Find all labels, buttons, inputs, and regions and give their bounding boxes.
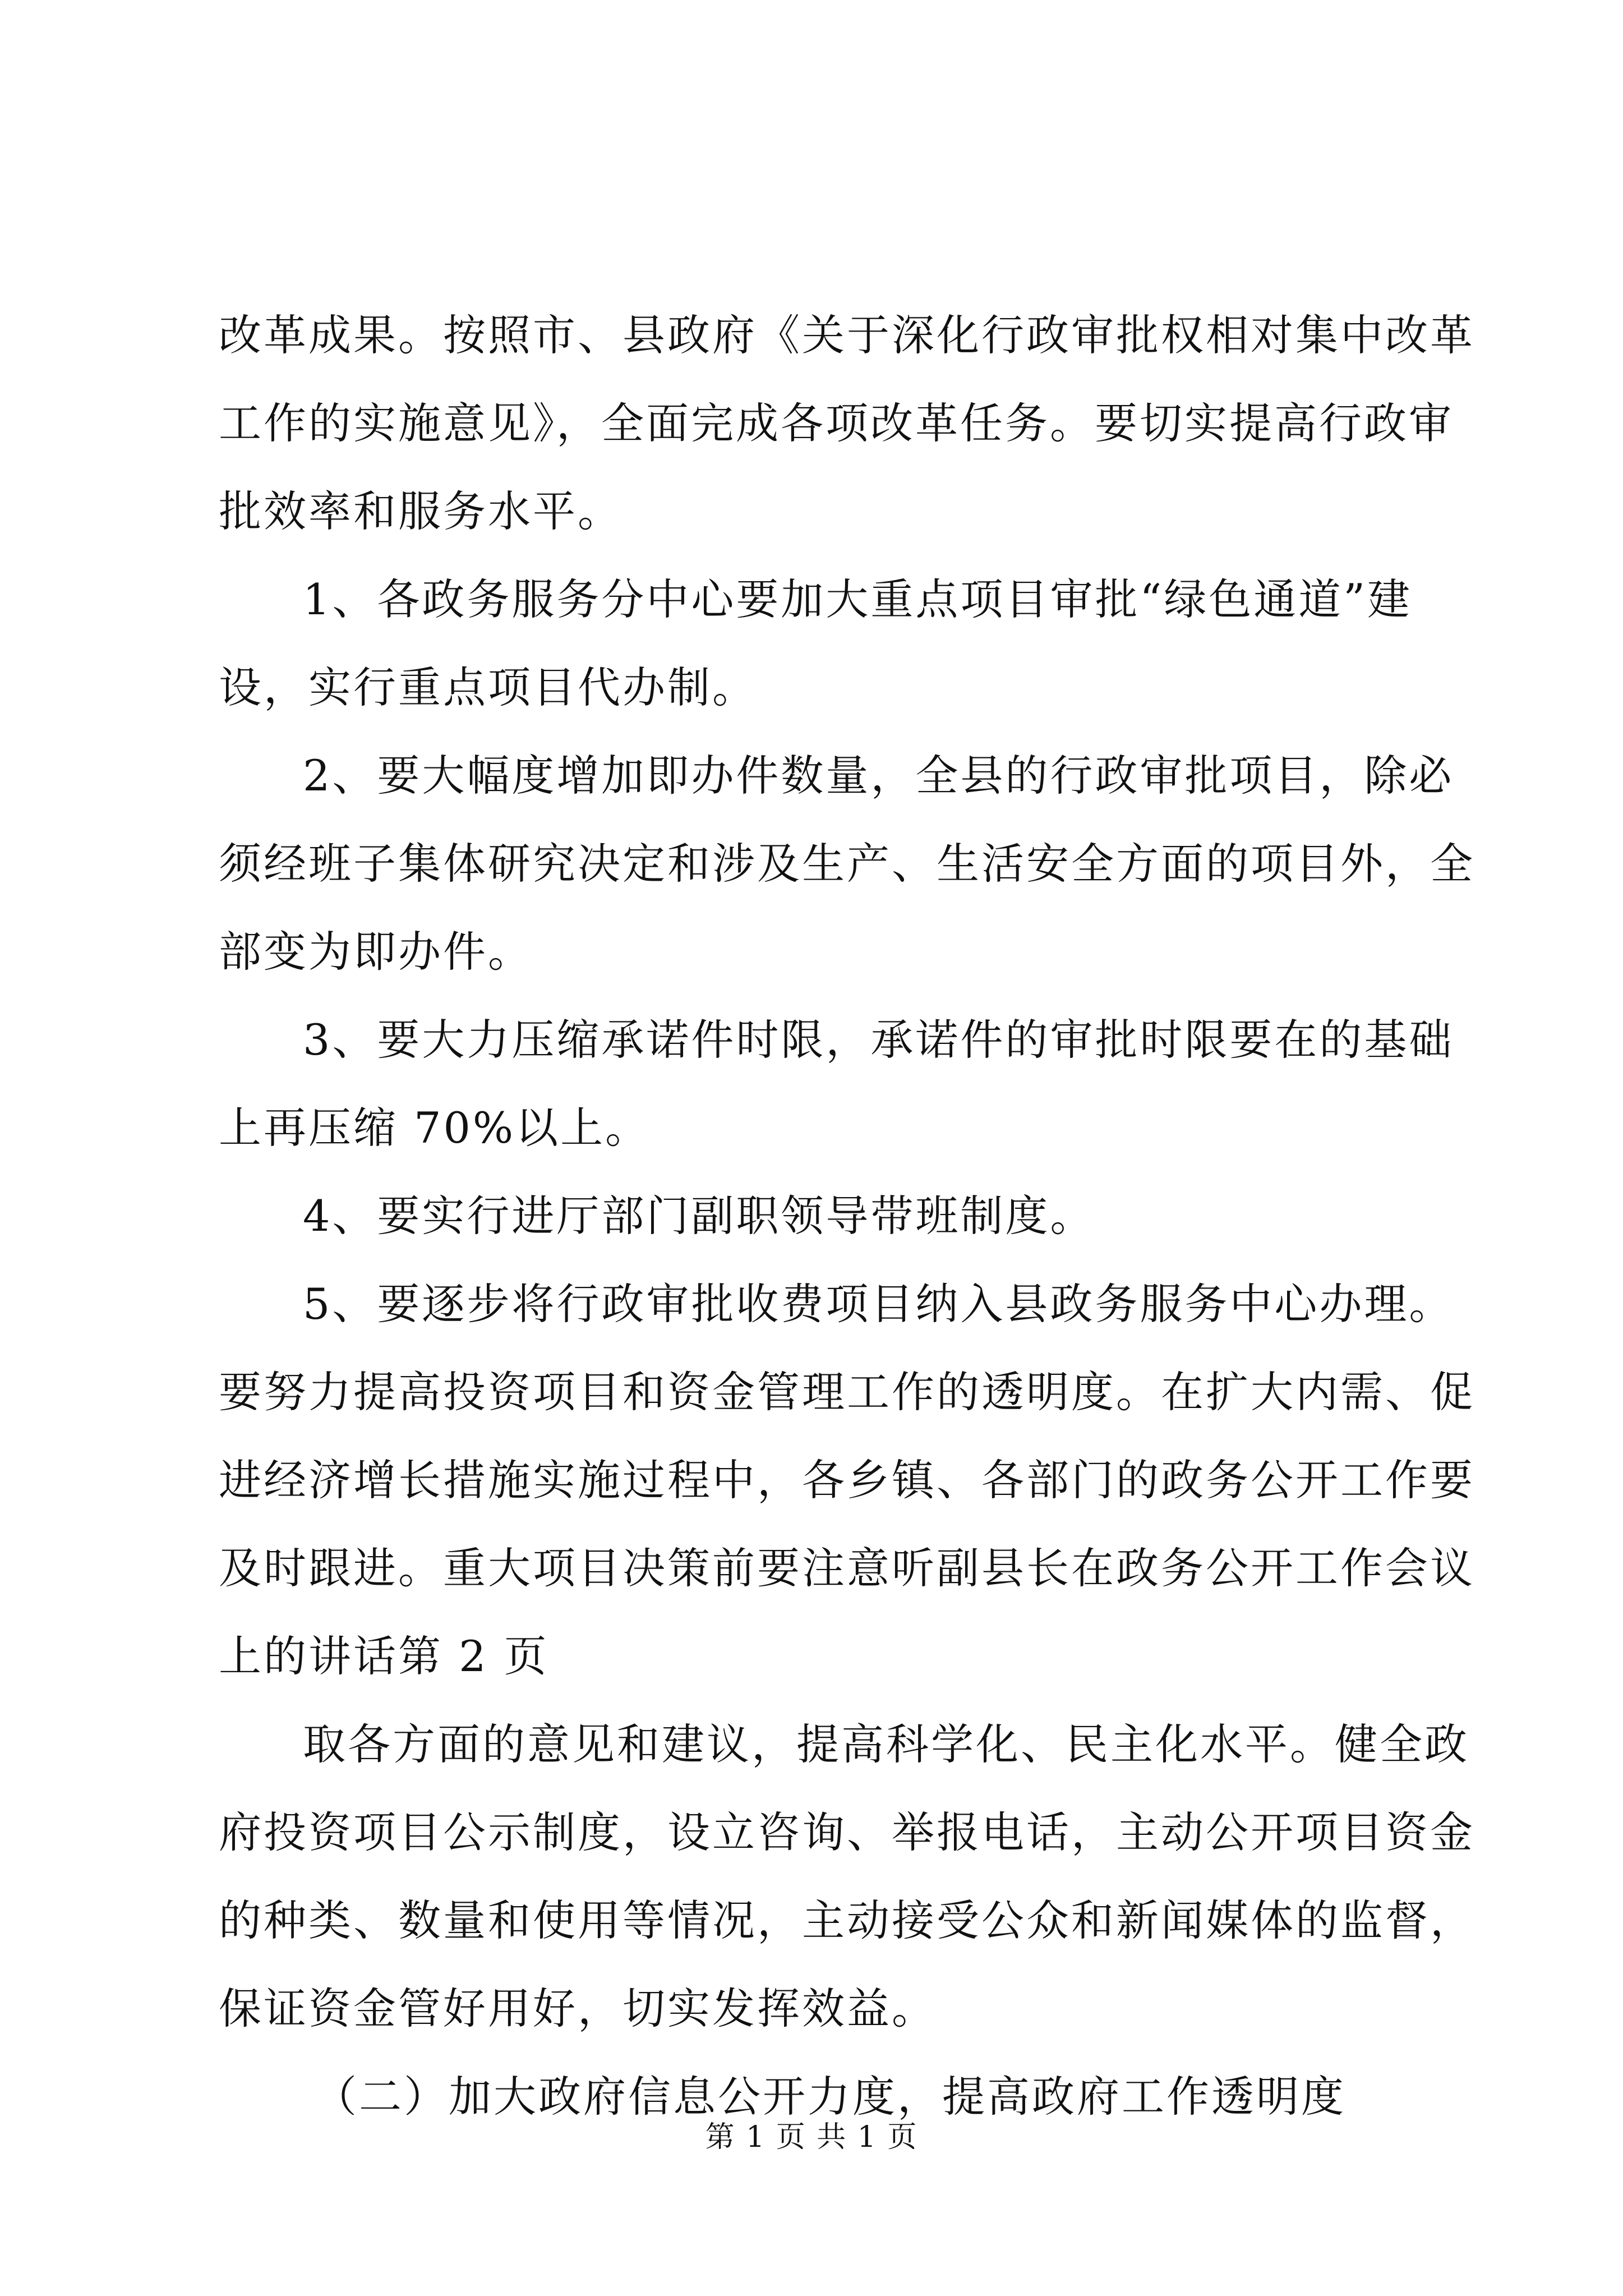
list-item: 1、各政务服务分中心要加大重点项目审批“绿色通道”建 — [303, 574, 1413, 624]
body-line: 上再压缩 70%以上。 — [219, 1103, 651, 1153]
body-line: 须经班子集体研究决定和涉及生产、生活安全方面的项目外，全 — [219, 839, 1475, 889]
body-line: 部变为即办件。 — [219, 927, 533, 977]
body-line: 要努力提高投资项目和资金管理工作的透明度。在扩大内需、促 — [219, 1367, 1475, 1417]
body-line: 设，实行重点项目代办制。 — [219, 662, 757, 712]
body-line: 的种类、数量和使用等情况，主动接受公众和新闻媒体的监督， — [219, 1895, 1475, 1945]
body-line: 批效率和服务水平。 — [219, 486, 623, 536]
body-line: 改革成果。按照市、县政府《关于深化行政审批权相对集中改革 — [219, 310, 1475, 360]
list-item: 2、要大幅度增加即办件数量，全县的行政审批项目，除必 — [303, 751, 1454, 800]
list-item: 5、要逐步将行政审批收费项目纳入县政务服务中心办理。 — [303, 1279, 1454, 1329]
list-item: 3、要大力压缩承诺件时限，承诺件的审批时限要在的基础 — [303, 1015, 1454, 1065]
body-line: 保证资金管好用好，切实发挥效益。 — [219, 1984, 937, 2033]
body-line: 上的讲话第 2 页 — [219, 1631, 549, 1681]
body-line: 府投资项目公示制度，设立咨询、举报电话，主动公开项目资金 — [219, 1807, 1475, 1857]
section-heading: （二）加大政府信息公开力度，提高政府工作透明度 — [314, 2072, 1346, 2122]
body-line: 进经济增长措施实施过程中，各乡镇、各部门的政务公开工作要 — [219, 1455, 1475, 1505]
body-line: 工作的实施意见》，全面完成各项改革任务。要切实提高行政审 — [219, 398, 1454, 448]
body-line: 及时跟进。重大项目决策前要注意听副县长在政务公开工作会议 — [219, 1543, 1475, 1593]
page-footer: 第 1 页 共 1 页 — [705, 2120, 918, 2154]
list-item: 4、要实行进厅部门副职领导带班制度。 — [303, 1191, 1095, 1241]
paragraph-start: 取各方面的意见和建议，提高科学化、民主化水平。健全政 — [303, 1719, 1469, 1769]
